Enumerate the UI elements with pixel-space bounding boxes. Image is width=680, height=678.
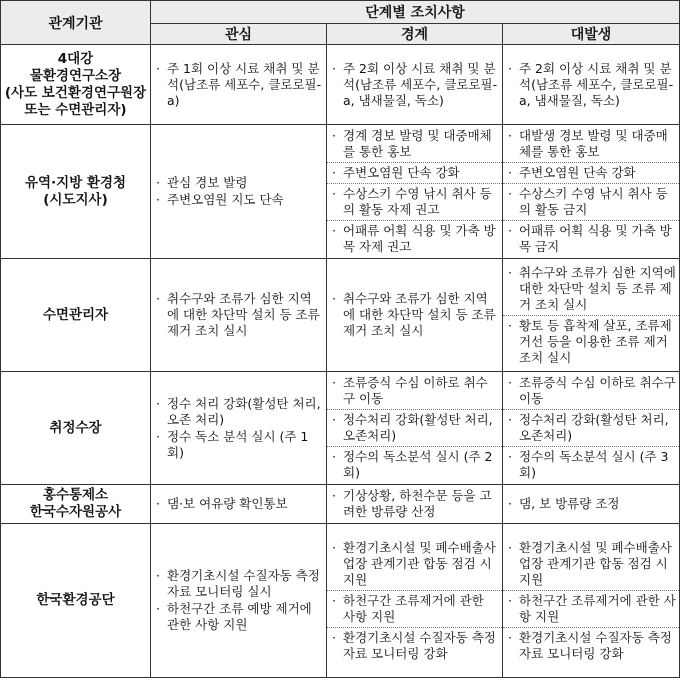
table-row [1, 372, 680, 485]
action-text: 하천구간 조류제거에 관한 사항 지원 [343, 592, 484, 624]
action-text: 환경기초시설 수질자동 측정자료 모니터링 강화 [343, 629, 496, 661]
action-item [156, 291, 323, 339]
header-stage-interest: 관심 [151, 24, 327, 45]
action-text: 정수처리 강화(활성탄 처리, 오존처리) [519, 412, 669, 443]
action-text: 환경기초시설 수질자동 측정자료 모니터링 강화 [519, 629, 672, 661]
agency-name-line: 한국환경공단 [36, 592, 115, 608]
action-text: 정수 처리 강화(활성탄 처리, 오존 처리) [167, 395, 321, 427]
action-item [332, 291, 499, 339]
bullet-mark: · [508, 317, 512, 333]
action-text: 주 2회 이상 시료 채취 및 분석(남조류 세포수, 클로로필-a, 냄새물질, 독소) [343, 60, 498, 108]
item-divider [327, 446, 502, 447]
bullet-mark: · [508, 186, 512, 201]
header-stages-title: 단계별 조치사항 [151, 1, 680, 24]
bullet-mark: · [156, 601, 160, 616]
bullet-mark: · [156, 291, 160, 306]
action-cell-caution [327, 524, 503, 678]
item-divider [503, 315, 679, 316]
action-item [332, 488, 499, 520]
action-cell-interest [151, 259, 327, 372]
action-item [332, 375, 499, 407]
agency-cell [1, 259, 151, 372]
agency-name-line: 4대강 [57, 50, 94, 67]
action-text: 취수구와 조류가 심한 지역에 대한 차단막 설치 등 조류 제거 조치 실시 [519, 264, 676, 312]
action-item [156, 568, 323, 600]
bullet-mark: · [508, 539, 512, 555]
action-text: 주 1회 이상 시료 채취 및 분석(남조류 세포수, 클로로필-a) [167, 60, 322, 108]
bullet-mark: · [156, 192, 160, 207]
table-row [1, 485, 680, 524]
bullet-mark: · [508, 165, 512, 180]
agency-name-line: 수면관리자 [42, 306, 109, 323]
action-item [332, 223, 499, 255]
action-text: 주변오염원 지도 단속 [167, 192, 284, 207]
agency-cell [1, 125, 151, 259]
action-item [332, 593, 499, 625]
action-cell-outbreak [503, 524, 680, 678]
action-text: 주변오염원 단속 강화 [519, 165, 636, 180]
action-text: 취수구와 조류가 심한 지역에 대한 차단막 설치 등 조류 제거 조치 실시 [167, 291, 320, 338]
item-divider [503, 446, 679, 447]
bullet-mark: · [508, 60, 512, 76]
bullet-mark: · [156, 60, 160, 76]
item-divider [327, 162, 502, 163]
header-stage-caution: 경계 [327, 24, 503, 45]
agency-cell [1, 45, 151, 125]
agency-cell [1, 524, 151, 678]
action-cell-outbreak [503, 259, 680, 372]
item-divider [503, 162, 679, 163]
action-item [508, 186, 676, 218]
action-item [508, 540, 676, 588]
item-divider [327, 627, 502, 628]
action-item [508, 165, 676, 181]
action-cell-outbreak [503, 125, 680, 259]
table-row [1, 45, 680, 125]
bullet-mark: · [508, 629, 512, 645]
action-cell-interest [151, 45, 327, 125]
action-cell-interest [151, 524, 327, 678]
agency-cell [1, 485, 151, 524]
bullet-mark: · [508, 412, 512, 427]
bullet-mark: · [508, 449, 512, 464]
bullet-mark: · [332, 60, 336, 76]
action-text: 정수 독소 분석 실시 (주 1회) [167, 428, 309, 460]
action-text: 환경기초시설 수질자동 측정자료 모니터링 실시 [167, 568, 320, 599]
action-cell-caution [327, 45, 503, 125]
action-cell-interest [151, 125, 327, 259]
action-item [508, 593, 676, 625]
action-text: 경계 경보 발령 및 대중매체를 통한 홍보 [343, 128, 492, 159]
item-divider [503, 627, 679, 628]
action-text: 환경기초시설 및 폐수배출사업장 관계기관 합동 점검 시 지원 [519, 539, 672, 587]
action-text: 조류증식 수심 이하로 취수구 이동 [519, 375, 676, 406]
agency-name-line: 유역·지방 환경청 [24, 174, 127, 191]
action-text: 수상스키 수영 낚시 취사 등의 활동 자제 권고 [343, 186, 492, 217]
action-text: 환경기초시설 및 폐수배출사업장 관계기관 합동 점검 시 지원 [343, 539, 496, 587]
bullet-mark: · [508, 128, 512, 143]
action-text: 주 2회 이상 시료 채취 및 분석(남조류 세포수, 클로로필-a, 냄새물질, 독소) [519, 60, 674, 108]
action-text: 주변오염원 단속 강화 [343, 165, 460, 180]
agency-name-line: 한국수자원공사 [29, 504, 122, 520]
item-divider [503, 409, 679, 410]
action-text: 댐, 보 방류량 조정 [519, 496, 620, 511]
table-row [1, 125, 680, 259]
agency-name-line: 물환경연구소장 [29, 67, 122, 84]
action-item [508, 496, 676, 512]
action-text: 어패류 어획 식용 및 가축 방목 자제 권고 [343, 223, 496, 254]
action-item [332, 449, 499, 481]
bullet-mark: · [508, 592, 512, 608]
action-text: 정수의 독소분석 실시 (주 2회) [343, 449, 493, 480]
agency-name-line: (사도 보건환경연구원장 [4, 84, 147, 101]
item-divider [327, 220, 502, 221]
table-row [1, 259, 680, 372]
action-text: 관심 경보 발령 [167, 175, 248, 190]
action-item [332, 61, 499, 109]
action-cell-caution [327, 125, 503, 259]
bullet-mark: · [332, 186, 336, 201]
table-body [1, 45, 680, 678]
bullet-mark: · [508, 223, 512, 238]
item-divider [327, 183, 502, 184]
action-cell-outbreak [503, 372, 680, 485]
header-agency: 관계기관 [1, 1, 151, 45]
bullet-mark: · [156, 568, 160, 583]
bullet-mark: · [332, 223, 336, 238]
action-text: 황토 등 흡착제 살포, 조류제거선 등을 이용한 조류 제거 조치 실시 [519, 317, 672, 365]
action-item [156, 396, 323, 428]
action-text: 정수처리 강화(활성탄 처리, 오존처리) [343, 412, 493, 443]
action-item [332, 186, 499, 218]
action-item [156, 192, 323, 208]
agency-name-line: 취정수장 [49, 419, 102, 436]
bullet-mark: · [508, 375, 512, 390]
bullet-mark: · [332, 412, 336, 427]
bullet-mark: · [156, 428, 160, 444]
item-divider [327, 409, 502, 410]
action-text: 어패류 어획 식용 및 가축 방목 금지 [519, 223, 672, 254]
action-item [508, 128, 676, 160]
agency-name-line: 홍수통제소 [42, 487, 109, 503]
action-item [508, 61, 676, 109]
action-text: 대발생 경보 발령 및 대중매체를 통한 홍보 [519, 128, 668, 159]
agency-name-line: (시도지사) [43, 191, 108, 208]
bullet-mark: · [156, 395, 160, 411]
action-item [508, 412, 676, 444]
action-item [332, 630, 499, 662]
action-item [156, 496, 323, 512]
action-text: 기상상황, 하천수문 등을 고려한 방류량 산정 [343, 488, 492, 519]
table-row [1, 524, 680, 678]
action-item [508, 223, 676, 255]
bullet-mark: · [332, 375, 336, 390]
action-item [508, 630, 676, 662]
action-cell-caution [327, 372, 503, 485]
action-text: 수상스키 수영 낚시 취사 등의 활동 금지 [519, 186, 668, 217]
bullet-mark: · [332, 629, 336, 645]
action-item [156, 601, 323, 633]
action-item [156, 61, 323, 109]
bullet-mark: · [156, 175, 160, 190]
item-divider [327, 590, 502, 591]
bullet-mark: · [156, 496, 160, 511]
action-item [332, 540, 499, 588]
item-divider [503, 220, 679, 221]
bullet-mark: · [332, 165, 336, 180]
agency-cell [1, 372, 151, 485]
action-cell-interest [151, 485, 327, 524]
agency-name-line: 또는 수면관리자) [24, 101, 127, 118]
action-item [332, 128, 499, 160]
action-cell-caution [327, 485, 503, 524]
header-stage-outbreak: 대발생 [503, 24, 680, 45]
action-item [508, 449, 676, 481]
bullet-mark: · [332, 128, 336, 143]
action-text: 조류증식 수심 이하로 취수구 이동 [343, 375, 488, 406]
bullet-mark: · [332, 592, 336, 608]
action-text: 댐·보 여유량 확인통보 [167, 496, 288, 511]
bullet-mark: · [508, 496, 512, 511]
action-item [332, 412, 499, 444]
bullet-mark: · [332, 539, 336, 555]
action-item [156, 175, 323, 191]
bullet-mark: · [508, 264, 512, 280]
action-cell-outbreak [503, 45, 680, 125]
action-item [508, 375, 676, 407]
action-item [156, 429, 323, 461]
action-cell-outbreak [503, 485, 680, 524]
bullet-mark: · [332, 449, 336, 464]
action-text: 하천구간 조류제거에 관한 사항 지원 [519, 592, 676, 624]
action-text: 정수의 독소분석 실시 (주 3회) [519, 449, 669, 480]
action-cell-interest [151, 372, 327, 485]
bullet-mark: · [332, 488, 336, 503]
action-item [332, 165, 499, 181]
action-item [508, 318, 676, 366]
action-item [508, 265, 676, 313]
item-divider [503, 183, 679, 184]
action-text: 하천구간 조류 예방 제거에 관한 사항 지원 [167, 601, 312, 632]
bullet-mark: · [332, 291, 336, 306]
action-text: 취수구와 조류가 심한 지역에 대한 차단막 설치 등 조류 제거 조치 실시 [343, 291, 496, 338]
action-cell-caution [327, 259, 503, 372]
item-divider [503, 590, 679, 591]
